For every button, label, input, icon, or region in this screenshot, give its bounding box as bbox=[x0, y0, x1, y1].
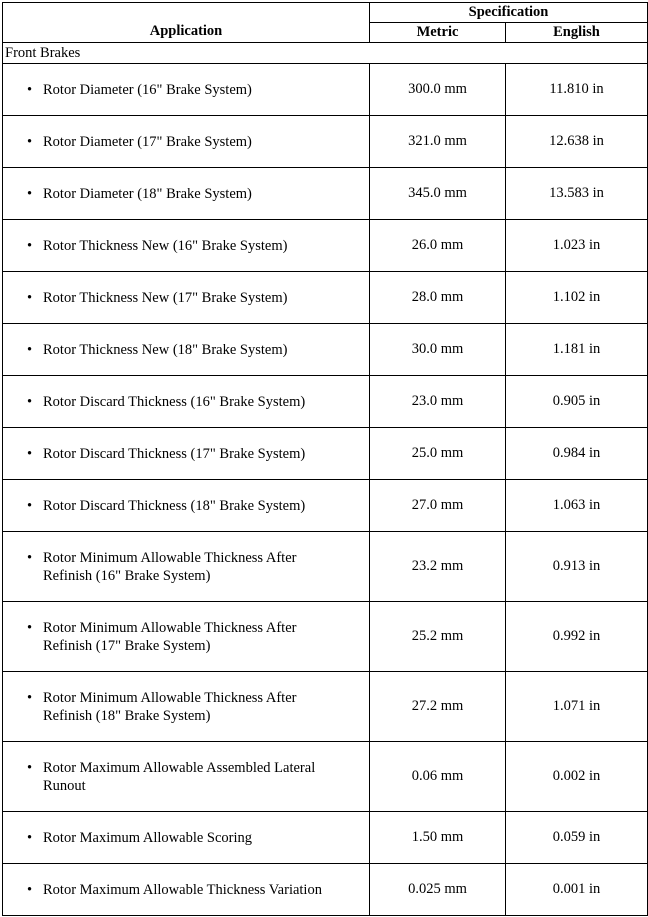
english-value: 1.071 in bbox=[506, 672, 648, 742]
table-row bbox=[3, 168, 648, 220]
bullet-icon: • bbox=[27, 829, 33, 846]
table-row bbox=[3, 480, 648, 532]
bullet-icon: • bbox=[27, 689, 33, 706]
application-text: Rotor Thickness New (18" Brake System) bbox=[43, 341, 288, 358]
bullet-icon: • bbox=[27, 881, 33, 898]
section-row bbox=[3, 43, 648, 64]
english-value: 0.913 in bbox=[506, 532, 648, 602]
application-text: Rotor Discard Thickness (17" Brake System) bbox=[43, 445, 306, 462]
english-header: English bbox=[506, 23, 648, 43]
table-row bbox=[3, 812, 648, 864]
application-cell bbox=[3, 864, 370, 916]
bullet-icon: • bbox=[27, 445, 33, 462]
english-value: 1.063 in bbox=[506, 480, 648, 532]
application-cell bbox=[3, 480, 370, 532]
application-text: Rotor Minimum Allowable Thickness After Refinish (17" Brake System) bbox=[43, 619, 297, 654]
table-row bbox=[3, 116, 648, 168]
application-cell bbox=[3, 116, 370, 168]
table-row bbox=[3, 532, 648, 602]
table-row bbox=[3, 672, 648, 742]
application-header: Application bbox=[3, 3, 370, 43]
specification-header: Specification bbox=[370, 3, 648, 23]
metric-value: 321.0 mm bbox=[370, 116, 506, 168]
english-value: 0.059 in bbox=[506, 812, 648, 864]
table-row bbox=[3, 376, 648, 428]
table-row bbox=[3, 272, 648, 324]
application-text: Rotor Thickness New (16" Brake System) bbox=[43, 237, 288, 254]
table-row bbox=[3, 602, 648, 672]
application-text: Rotor Maximum Allowable Assembled Lateral Runout bbox=[43, 759, 316, 794]
english-value: 0.984 in bbox=[506, 428, 648, 480]
metric-value: 23.2 mm bbox=[370, 532, 506, 602]
table-row bbox=[3, 324, 648, 376]
metric-value: 345.0 mm bbox=[370, 168, 506, 220]
specification-table bbox=[2, 2, 648, 916]
application-text: Rotor Minimum Allowable Thickness After Refinish (16" Brake System) bbox=[43, 549, 297, 584]
header-row-top bbox=[3, 3, 648, 23]
application-text: Rotor Minimum Allowable Thickness After Refinish (18" Brake System) bbox=[43, 689, 297, 724]
section-title: Front Brakes bbox=[3, 43, 648, 64]
table-row bbox=[3, 220, 648, 272]
english-value: 0.992 in bbox=[506, 602, 648, 672]
application-cell bbox=[3, 220, 370, 272]
application-cell bbox=[3, 64, 370, 116]
english-value: 12.638 in bbox=[506, 116, 648, 168]
application-cell bbox=[3, 532, 370, 602]
metric-value: 1.50 mm bbox=[370, 812, 506, 864]
application-text: Rotor Discard Thickness (16" Brake System) bbox=[43, 393, 306, 410]
application-text: Rotor Diameter (18" Brake System) bbox=[43, 185, 252, 202]
application-cell bbox=[3, 324, 370, 376]
english-value: 0.905 in bbox=[506, 376, 648, 428]
application-cell bbox=[3, 602, 370, 672]
english-value: 13.583 in bbox=[506, 168, 648, 220]
metric-value: 27.0 mm bbox=[370, 480, 506, 532]
application-cell bbox=[3, 428, 370, 480]
application-cell bbox=[3, 672, 370, 742]
metric-value: 30.0 mm bbox=[370, 324, 506, 376]
bullet-icon: • bbox=[27, 185, 33, 202]
application-cell bbox=[3, 812, 370, 864]
metric-value: 28.0 mm bbox=[370, 272, 506, 324]
table-row bbox=[3, 428, 648, 480]
application-text: Rotor Discard Thickness (18" Brake System) bbox=[43, 497, 306, 514]
table-row bbox=[3, 64, 648, 116]
bullet-icon: • bbox=[27, 81, 33, 98]
bullet-icon: • bbox=[27, 289, 33, 306]
application-text: Rotor Thickness New (17" Brake System) bbox=[43, 289, 288, 306]
bullet-icon: • bbox=[27, 133, 33, 150]
bullet-icon: • bbox=[27, 237, 33, 254]
application-text: Rotor Maximum Allowable Thickness Variation bbox=[43, 881, 322, 898]
english-value: 1.023 in bbox=[506, 220, 648, 272]
application-cell bbox=[3, 168, 370, 220]
bullet-icon: • bbox=[27, 497, 33, 514]
english-value: 1.181 in bbox=[506, 324, 648, 376]
table-row bbox=[3, 742, 648, 812]
bullet-icon: • bbox=[27, 759, 33, 776]
table-row bbox=[3, 864, 648, 916]
metric-value: 27.2 mm bbox=[370, 672, 506, 742]
metric-value: 26.0 mm bbox=[370, 220, 506, 272]
bullet-icon: • bbox=[27, 341, 33, 358]
bullet-icon: • bbox=[27, 619, 33, 636]
english-value: 0.002 in bbox=[506, 742, 648, 812]
bullet-icon: • bbox=[27, 393, 33, 410]
metric-value: 0.06 mm bbox=[370, 742, 506, 812]
bullet-icon: • bbox=[27, 549, 33, 566]
metric-value: 0.025 mm bbox=[370, 864, 506, 916]
application-cell bbox=[3, 376, 370, 428]
metric-value: 25.0 mm bbox=[370, 428, 506, 480]
metric-value: 23.0 mm bbox=[370, 376, 506, 428]
application-cell bbox=[3, 742, 370, 812]
application-text: Rotor Maximum Allowable Scoring bbox=[43, 829, 253, 846]
english-value: 1.102 in bbox=[506, 272, 648, 324]
english-value: 11.810 in bbox=[506, 64, 648, 116]
metric-value: 25.2 mm bbox=[370, 602, 506, 672]
metric-header: Metric bbox=[370, 23, 506, 43]
application-text: Rotor Diameter (16" Brake System) bbox=[43, 81, 252, 98]
metric-value: 300.0 mm bbox=[370, 64, 506, 116]
application-text: Rotor Diameter (17" Brake System) bbox=[43, 133, 252, 150]
application-cell bbox=[3, 272, 370, 324]
english-value: 0.001 in bbox=[506, 864, 648, 916]
